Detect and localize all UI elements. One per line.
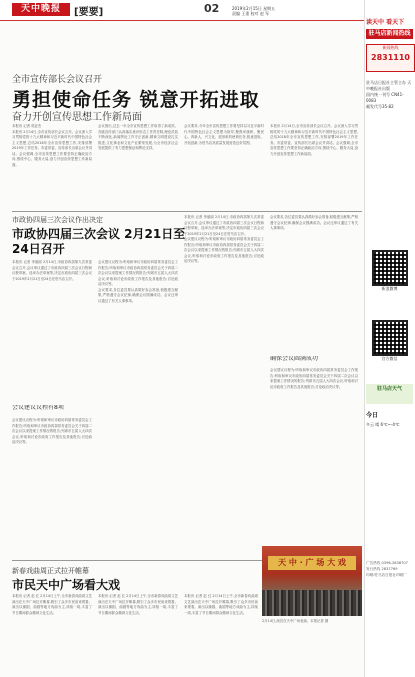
second-article-col-1b [12, 418, 92, 558]
third-kicker: 新春戏曲周正式拉开帷幕 [12, 567, 89, 575]
masthead [0, 0, 415, 21]
third-body-2: 本报讯 记者 赵 红 2月14日上午,全市新春戏曲周文艺演出在天中广场拉开帷幕,吸引了众多市民前来观看。演出以豫剧、曲剧等地方戏曲为主,持续一周,丰富了节日期间群众精神文化生活。 [98, 594, 178, 615]
main-article-col-4 [270, 124, 358, 210]
main-body-3: 会议要求,今年全市宣传思想工作要坚持以习近平新时代中国特色社会主义思想为指导,聚焦举旗帜、聚民心、育新人、兴文化、展形象的使命任务,锐意进取、开拓创新,为驻马店高质量发展营造良好氛围。 [184, 124, 264, 145]
third-article-col-3 [184, 594, 258, 674]
third-body-1: 本报讯 记者 赵 红 2月14日上午,全市新春戏曲周文艺演出在天中广场拉开帷幕,吸引了众多市民前来观看。演出以豫剧、曲剧等地方戏曲为主,持续一周,丰富了节日期间群众精神文化生活。 [12, 594, 92, 615]
second-body-5: 本报讯 记者 李丽丽 2月14日,市政协四届第九次常委会议召开,会议审议通过了市政协四届三次会议日程和议程草案、选举办法草案等,决定市政协四届三次会议于2019年2月21日至24日在驻马店召开。 [184, 215, 264, 236]
main-body-4: 本报讯 2月14日,全市宣传部长会议召开。会议深入学习贯彻党的十九大精神和习近平新时代中国特色社会主义思想,总结2018年全市宣传思想工作,安排部署2019年工作任务。市委常委、宣传部长出席会议并讲话。会议强调,全市宣传思想工作要坚持正确政治方向,围绕中心、服务大局,奋力开创宣传思想工作新局面。 [270, 124, 358, 156]
second-body-4: 会议要求,各位委员要认真做好参会准备,积极建言献策,严格遵守会议纪律,确保会议圆满成功。会议还审议通过了有关人事事项。 [98, 287, 178, 303]
second-subhead-text: 会议建议议程有8项 [12, 405, 64, 411]
main-subhead: 奋力开创宣传思想工作新局面 [12, 112, 142, 123]
cn-number: 国内统一刊号 CN41-0083 [366, 92, 404, 103]
second-body-2: 会议建议议程为:听取和审议市政协四届常务委员会工作报告;听取和审议市政协四届常务委员会关于四届二次会议以来提案工作情况的报告;列席市五届人大四次会议,听取和讨论市政府工作报告及其他报告;讨论政治决议等。 [12, 418, 92, 444]
second-article-col-4 [270, 215, 358, 355]
divider [12, 211, 362, 212]
second-body-8: 会议建议议程为:听取和审议市政协四届常务委员会工作报告;听取和审议市政协四届常务委员会关于四届二次会议以来提案工作情况的报告;列席市五届人大四次会议,听取和讨论市政府工作报告及其他报告;讨论政治决议等。 [270, 368, 358, 389]
main-body-1: 本报讯 2月14日,全市宣传部长会议召开。会议深入学习贯彻党的十九大精神和习近平新时代中国特色社会主义思想,总结2018年全市宣传思想工作,安排部署2019年工作任务。市委常委、宣传部长出席会议并讲话。会议强调,全市宣传思想工作要坚持正确政治方向,围绕中心、服务大局,奋力开创宣传思想工作新局面。 [12, 129, 92, 167]
sidebar-contacts [366, 560, 413, 578]
qr-label-2: 官方微信 [381, 356, 398, 361]
third-article-col-1 [12, 594, 92, 674]
hotline-box[interactable] [366, 44, 415, 72]
second-subhead [12, 405, 92, 417]
news-photo[interactable] [262, 546, 362, 616]
issue-date: 2019年2月15日 星期五 [232, 6, 276, 11]
second-article-col-3 [184, 215, 264, 558]
third-headline[interactable]: 市民天中广场看大戏 [12, 578, 121, 592]
third-article-col-2 [98, 594, 178, 674]
main-body-2: 会议指出,过去一年全市宣传思想工作取得了新成效。各级宣传部门认真落实意识形态工作责任制,理论武装不断深化,新闻舆论工作守正创新,精神文明建设扎实推进,文化事业和文化产业繁荣发展,为全市经济社会发展提供了有力思想保证和舆论支持。 [98, 124, 178, 150]
wechat-qr-icon[interactable] [372, 320, 408, 356]
photo-caption: 2月14日,演员在天中广场表演。本报记者 摄 [262, 619, 329, 623]
main-article-col-2 [98, 124, 178, 210]
print-info: 印刷:驻马店日报社印刷厂 [366, 573, 407, 577]
page-number: 02 [204, 2, 220, 15]
date-info [232, 6, 342, 16]
second-body-7: 会议要求,各位委员要认真做好参会准备,积极建言献策,严格遵守会议纪律,确保会议圆满成功。会议还审议通过了有关人事事项。 [270, 215, 358, 230]
second-subhead-2 [270, 356, 358, 366]
second-subhead-2-text: 确保会议圆满成功 [270, 356, 319, 362]
second-kicker: 市政协四届三次会议作出决定 [12, 216, 103, 224]
second-article-col-2 [98, 260, 178, 558]
today-label: 今日 [366, 412, 379, 419]
main-byline: 本报讯 记者 郭亚杰 [12, 124, 42, 128]
qr-label-1: 新浪微博 [381, 286, 398, 291]
weibo-qr-icon[interactable] [372, 250, 408, 286]
post-code: 邮发代号35-82 [366, 104, 394, 109]
hotline-number: 2831110 [371, 53, 410, 62]
sidebar-brand: 读天中 看天下 [366, 19, 405, 26]
photo-banner: 天 中 · 广 场 大 戏 [268, 556, 356, 570]
photo-crowd [262, 590, 362, 616]
second-article-col-1 [12, 260, 92, 400]
newspaper-logo[interactable]: 天中晚报 [12, 3, 70, 16]
second-article-col-4b [270, 368, 358, 538]
sidebar-redbox: 驻马店新闻热线 [366, 29, 413, 39]
editor-credit: 责编 王重 校对 赵 军 [232, 11, 270, 16]
second-body-1: 本报讯 记者 李丽丽 2月14日,市政协四届第九次常委会议召开,会议审议通过了市政协四届三次会议日程和议程草案、选举办法草案等,决定市政协四届三次会议于2019年2月21日至24日在驻马店召开。 [12, 260, 92, 281]
main-kicker: 全市宣传部长会议召开 [12, 75, 103, 85]
publisher-text: 驻马店日报社主管主办 天中晚报社出版 [366, 80, 412, 91]
sidebar-publisher [366, 80, 413, 110]
main-headline[interactable]: 勇担使命任务 锐意开拓进取 [12, 89, 260, 111]
weather-box: 驻马店天气 [366, 384, 413, 404]
main-article-col-1 [12, 124, 92, 210]
dist-phone: 发行热线 2837769 [366, 567, 398, 571]
main-article-col-3 [184, 124, 264, 210]
section-label: [要要] [74, 7, 104, 18]
ad-phone: 广告热线 0396-2838707 [366, 561, 408, 565]
hotline-label: 新闻热线 [382, 45, 399, 50]
forecast-text: 多云 晴 6℃~-4℃ [366, 422, 400, 427]
second-body-6: 会议建议议程为:听取和审议市政协四届常务委员会工作报告;听取和审议市政协四届常务委员会关于四届二次会议以来提案工作情况的报告;列席市五届人大四次会议,听取和讨论市政府工作报告及其他报告;讨论政治决议等。 [184, 237, 264, 263]
second-body-3: 会议建议议程为:听取和审议市政协四届常务委员会工作报告;听取和审议市政协四届常务委员会关于四届二次会议以来提案工作情况的报告;列席市五届人大四次会议,听取和讨论市政府工作报告及其他报告;讨论政治决议等。 [98, 260, 178, 286]
third-body-3: 本报讯 记者 赵 红 2月14日上午,全市新春戏曲周文艺演出在天中广场拉开帷幕,吸引了众多市民前来观看。演出以豫剧、曲剧等地方戏曲为主,持续一周,丰富了节日期间群众精神文化生活。 [184, 594, 258, 615]
second-headline[interactable]: 市政协四届三次会议 2月21日至24日召开 [12, 227, 186, 256]
